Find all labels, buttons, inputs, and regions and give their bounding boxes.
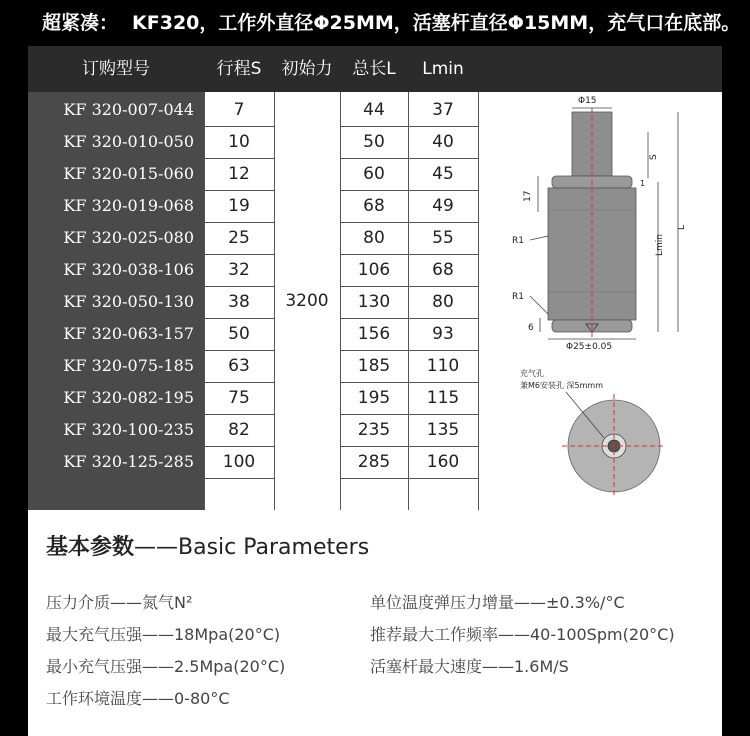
grid-line [204, 286, 274, 287]
grid-line [204, 318, 274, 319]
r1-bottom-label: R1 [512, 292, 524, 302]
row-length: 130 [357, 292, 391, 312]
grid-line [340, 158, 478, 159]
cylinder-drawing [478, 92, 722, 510]
row-stroke: 25 [228, 228, 250, 248]
grid-line [408, 92, 409, 510]
row-model: KF 320-100-235 [63, 420, 194, 439]
grid-line [204, 382, 274, 383]
grid-line [204, 254, 274, 255]
banner-text: KF320，工作外直径Φ25MM，活塞杆直径Φ15MM，充气口在底部。 [132, 12, 741, 34]
grid-line [204, 126, 274, 127]
r1-top-leader [530, 236, 548, 240]
grid-line [340, 382, 478, 383]
row-lmin: 135 [426, 420, 460, 440]
r1-bottom-leader [530, 296, 548, 314]
row-lmin: 93 [432, 324, 454, 344]
grid-line [204, 190, 274, 191]
param-medium: 压力介质——氮气N² [46, 593, 193, 612]
basic-title [46, 530, 369, 561]
row-model: KF 320-007-044 [63, 100, 194, 119]
grid-line [478, 92, 479, 510]
row-stroke: 32 [228, 260, 250, 280]
row-model: KF 320-125-285 [63, 452, 194, 471]
row-stroke: 7 [233, 100, 245, 120]
grid-line [340, 190, 478, 191]
row-length: 68 [363, 196, 385, 216]
row-lmin: 115 [426, 388, 460, 408]
param-temp-increment: 单位温度弹压力增量——±0.3%/°C [370, 593, 625, 612]
grid-line [340, 446, 478, 447]
charge-port-title: 充气孔 [520, 369, 544, 378]
grid-line [340, 254, 478, 255]
row-length: 195 [357, 388, 391, 408]
l-dim-label: L [677, 224, 687, 230]
param-max-frequency: 推荐最大工作频率——40-100Spm(20°C) [370, 625, 675, 644]
row-model: KF 320-025-080 [63, 228, 194, 247]
row-length: 60 [363, 164, 385, 184]
grid-line [204, 350, 274, 351]
param-max-speed: 活塞杆最大速度——1.6M/S [370, 657, 569, 676]
row-length: 80 [363, 228, 385, 248]
grid-line [340, 318, 478, 319]
dim-17-label: 17 [523, 190, 533, 202]
param-min-pressure: 最小充气压强——2.5Mpa(20°C) [46, 657, 286, 676]
grid-line [340, 222, 478, 223]
row-stroke: 63 [228, 356, 250, 376]
body-dia-label: Φ25±0.05 [566, 342, 613, 352]
row-model: KF 320-075-185 [63, 356, 194, 375]
initial-force-value: 3200 [285, 291, 329, 311]
row-model: KF 320-019-068 [63, 196, 194, 215]
grid-line [340, 92, 341, 510]
grid-line [204, 478, 274, 479]
dim-6-label: 6 [528, 323, 534, 333]
row-length: 106 [357, 260, 391, 280]
row-stroke: 82 [228, 420, 250, 440]
header-model: 订购型号 [82, 59, 150, 79]
rod-dia-label: Φ15 [578, 96, 597, 106]
row-stroke: 19 [228, 196, 250, 216]
lmin-dim-label: Lmin [655, 234, 665, 256]
grid-line [340, 478, 478, 479]
row-lmin: 110 [426, 356, 460, 376]
row-stroke: 75 [228, 388, 250, 408]
basic-title-en: ——Basic Parameters [134, 535, 370, 560]
grid-line [204, 158, 274, 159]
row-lmin: 55 [432, 228, 454, 248]
grid-line [204, 414, 274, 415]
row-model: KF 320-038-106 [63, 260, 194, 279]
header-lmin: Lmin [422, 59, 464, 79]
row-length: 235 [357, 420, 391, 440]
grid-line [204, 446, 274, 447]
s-dim-label: S [649, 154, 659, 160]
basic-parameters [28, 510, 722, 736]
table-header [28, 46, 722, 92]
row-stroke: 12 [228, 164, 250, 184]
basic-title-cn: 基本参数 [46, 535, 135, 560]
row-model: KF 320-063-157 [63, 324, 194, 343]
header-initial-force: 初始力 [281, 59, 333, 79]
technical-drawing [478, 92, 722, 510]
header-length: 总长L [352, 59, 396, 79]
grid-line [274, 92, 275, 510]
top-banner [0, 0, 750, 46]
row-stroke: 50 [228, 324, 250, 344]
banner-label: 超紧凑： [42, 12, 119, 34]
header-stroke: 行程S [216, 59, 262, 79]
row-lmin: 37 [432, 100, 454, 120]
row-lmin: 40 [432, 132, 454, 152]
row-lmin: 160 [426, 452, 460, 472]
dim-1-label: 1 [640, 179, 646, 188]
row-length: 185 [357, 356, 391, 376]
row-stroke: 38 [228, 292, 250, 312]
param-work-temp: 工作环境温度——0-80°C [46, 689, 230, 708]
row-model: KF 320-082-195 [63, 388, 194, 407]
grid-line [204, 92, 205, 510]
spec-table [28, 92, 722, 510]
grid-line [340, 126, 478, 127]
row-lmin: 45 [432, 164, 454, 184]
charge-port-subtitle: 兼M6安装孔 深5mmm [520, 381, 604, 390]
grid-line [204, 222, 274, 223]
grid-line [340, 286, 478, 287]
row-lmin: 49 [432, 196, 454, 216]
row-lmin: 80 [432, 292, 454, 312]
row-model: KF 320-050-130 [63, 292, 194, 311]
row-length: 44 [363, 100, 385, 120]
row-length: 50 [363, 132, 385, 152]
row-stroke: 10 [228, 132, 250, 152]
row-length: 285 [357, 452, 391, 472]
row-length: 156 [357, 324, 391, 344]
grid-line [340, 414, 478, 415]
product-sheet [28, 46, 722, 736]
grid-line [340, 350, 478, 351]
row-model: KF 320-010-050 [63, 132, 194, 151]
row-stroke: 100 [222, 452, 256, 472]
param-max-pressure: 最大充气压强——18Mpa(20°C) [46, 625, 281, 644]
row-model: KF 320-015-060 [63, 164, 194, 183]
r1-top-label: R1 [512, 236, 524, 246]
row-lmin: 68 [432, 260, 454, 280]
